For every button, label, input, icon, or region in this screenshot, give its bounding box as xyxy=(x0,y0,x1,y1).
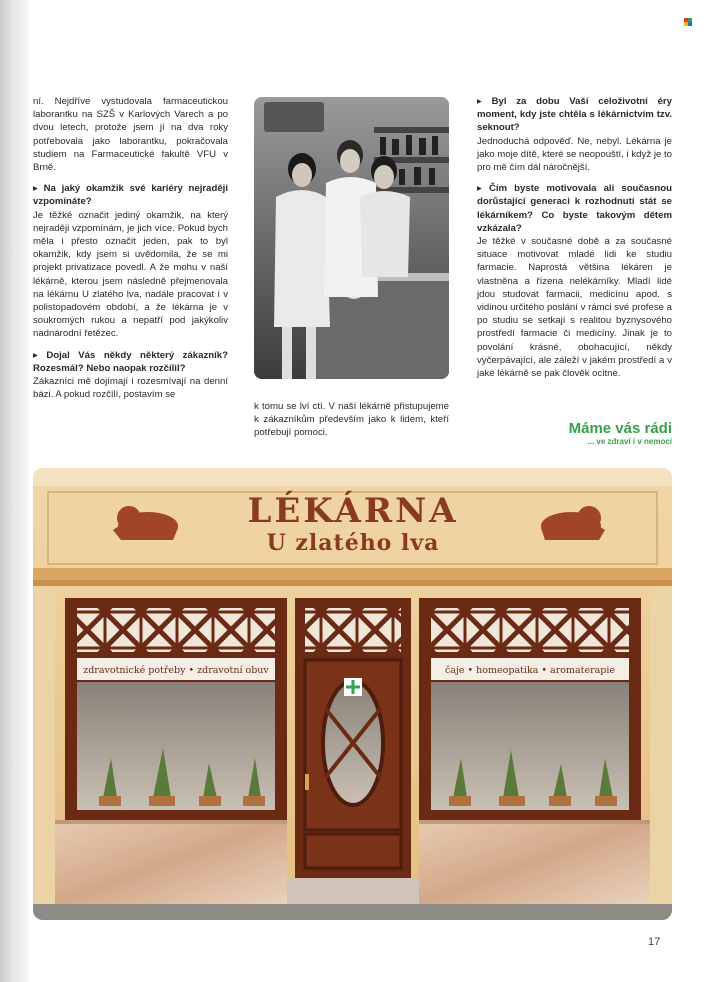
answer-paragraph: Je těžké v současné době a za současné situace motivovat mladé lidi ke studiu farmacie. Naprostá většina lékáren je vlastněna a řízena nelékárníky. Mladí lidé jdou studovat farmacii, medicínu apod. s vidinou určitého poslání v rámci své profese a po studiu se setkají s realitou byznysového prostředí farmacie či medicíny. Jinak je to povolání krásné, obohacující, někdy vyčerpávající, ale záleží v jakém prostředí a v jaké lékárně se pak člověk ocitne. xyxy=(477,236,672,380)
right-banner-text: čaje • homeopatika • aromaterapie xyxy=(444,665,616,676)
question-heading: ▸ Čím byste motivovala ali současnou dorůstající generaci k rozhodnutí stát se lékárníkem? Co byste takovým dětem vzkázala? xyxy=(477,182,672,235)
storefront-photo xyxy=(33,468,672,920)
corner-logo-mark xyxy=(684,18,692,26)
sign-title: LÉKÁRNA xyxy=(247,491,459,531)
page-fold-shadow xyxy=(0,0,28,982)
text-column-left xyxy=(33,95,228,401)
left-banner-text: zdravotnické potřeby • zdravotní obuv xyxy=(83,665,269,676)
question-heading: ▸ Dojal Vás někdy některý zákazník? Rozesmál? Nebo naopak rozčílil? xyxy=(33,349,228,375)
entrance-door xyxy=(295,598,411,878)
tagline xyxy=(520,420,672,447)
question-heading: ▸ Na jaký okamžik své kariéry nejraději vzpomínáte? xyxy=(33,182,228,208)
answer-paragraph: Zákazníci mě dojímají i rozesmívají na denní bázi. A pokud rozčílí, postavím se xyxy=(33,376,228,401)
paragraph-intro: ní. Nejdříve vystudovala farmaceutickou laborantku na SZŠ v Karlových Varech a po dvou letech, protože jsem jí na dva roky potřebovala jako laborantku, pokračovala studiem na Farmaceutické fakultě VFU v Brně. xyxy=(33,96,228,174)
historic-photo-pharmacists xyxy=(254,97,449,379)
tagline-sub: ... ve zdraví i v nemoci xyxy=(587,437,672,446)
text-column-middle xyxy=(254,400,449,440)
text-column-right xyxy=(477,95,672,380)
sign-subtitle: U zlatého lva xyxy=(266,530,440,556)
question-heading: ▸ Byl za dobu Vaší celoživotní éry moment, kdy jste chtěla s lékárnictvím tzv. seknout? xyxy=(477,95,672,135)
answer-paragraph: Jednoduchá odpověď. Ne, nebyl. Lékárna je jako moje dítě, které se neopouští, i když je to pro mě čím dál náročnější. xyxy=(477,135,672,174)
answer-paragraph: Je těžké označit jediný okamžik, na který nejraději vzpomínám, je jich více. Pokud bych měla i přesto označit jeden, pak to byl okamžik, kdy jsem si uvědomila, že se mi projekt privatizace povedl. A že mohu v naší lékárně, kterou jsem následně přejmenovala na lékárnu U zlatého lva, nadále pracovat i v polistopadovém období, a že lékárna je v soukromých rukou a nepatří pod jakýkoliv nadnárodní řetězec. xyxy=(33,209,228,340)
paragraph-continuation: k tomu se lví ctí. V naší lékárně přistupujeme k zákazníkům především jako k lidem, kteří potřebují pomoci. xyxy=(254,401,449,439)
page-number: 17 xyxy=(648,936,661,948)
tagline-main: Máme vás rádi xyxy=(568,420,672,437)
